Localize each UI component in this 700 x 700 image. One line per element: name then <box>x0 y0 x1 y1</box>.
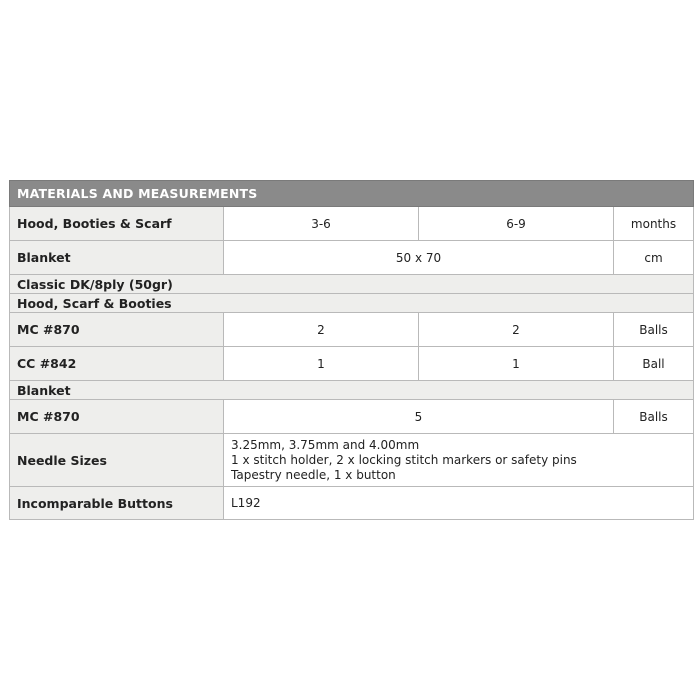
section-row <box>10 381 694 400</box>
unit-cell: Balls <box>614 313 694 347</box>
section-label: Blanket <box>10 381 694 400</box>
row-label: Incomparable Buttons <box>10 487 224 520</box>
section-label: Hood, Scarf & Booties <box>10 294 694 313</box>
value-cell: 5 <box>224 400 614 434</box>
table-row <box>10 400 694 434</box>
section-label: Classic DK/8ply (50gr) <box>10 275 694 294</box>
section-row <box>10 294 694 313</box>
needle-details <box>224 434 694 487</box>
table-row <box>10 207 694 241</box>
table-row <box>10 347 694 381</box>
table-row <box>10 487 694 520</box>
table-row <box>10 241 694 275</box>
table-row <box>10 313 694 347</box>
table-row <box>10 434 694 487</box>
needle-line: 1 x stitch holder, 2 x locking stitch markers or safety pins <box>231 452 577 467</box>
row-label: MC #870 <box>10 400 224 434</box>
unit-cell: Ball <box>614 347 694 381</box>
needle-line: 3.25mm, 3.75mm and 4.00mm <box>231 437 420 452</box>
row-label: Blanket <box>10 241 224 275</box>
value-cell: L192 <box>224 487 694 520</box>
value-cell: 2 <box>419 313 614 347</box>
value-cell: 1 <box>224 347 419 381</box>
value-cell: 2 <box>224 313 419 347</box>
unit-cell: months <box>614 207 694 241</box>
unit-cell: Balls <box>614 400 694 434</box>
table-title: MATERIALS AND MEASUREMENTS <box>10 181 694 207</box>
value-cell: 1 <box>419 347 614 381</box>
section-row <box>10 275 694 294</box>
size-cell: 6-9 <box>419 207 614 241</box>
row-label: Hood, Booties & Scarf <box>10 207 224 241</box>
table-header-row <box>10 181 694 207</box>
needle-line: Tapestry needle, 1 x button <box>231 467 396 482</box>
row-label: CC #842 <box>10 347 224 381</box>
row-label: MC #870 <box>10 313 224 347</box>
unit-cell: cm <box>614 241 694 275</box>
size-cell: 3-6 <box>224 207 419 241</box>
materials-table <box>9 180 694 520</box>
value-cell: 50 x 70 <box>224 241 614 275</box>
row-label: Needle Sizes <box>10 434 224 487</box>
